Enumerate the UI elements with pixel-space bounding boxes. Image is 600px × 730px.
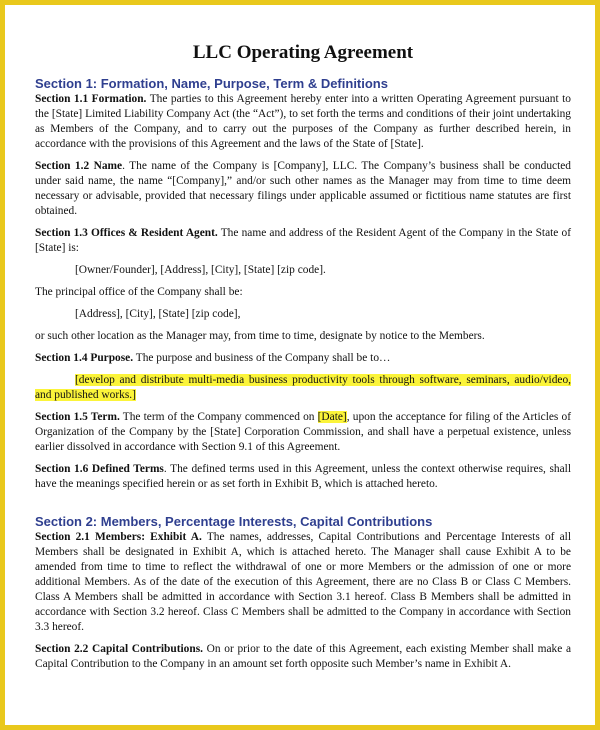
section-1-4-label: Section 1.4 Purpose. bbox=[35, 352, 134, 364]
section-1-3-text: The name and address of the Resident Agent of the Company in the State of [State] is: bbox=[35, 227, 571, 254]
principal-office-address: [Address], [City], [State] [zip code], bbox=[75, 308, 241, 320]
section-1-6-label: Section 1.6 Defined Terms bbox=[35, 463, 164, 475]
section-2-heading: Section 2: Members, Percentage Interests, Capital Contributions bbox=[35, 514, 433, 529]
section-2-1-label: Section 2.1 Members: Exhibit A. bbox=[35, 531, 202, 543]
section-1-5-paragraph bbox=[35, 410, 571, 455]
section-1-5-text-before: The term of the Company commenced on bbox=[119, 411, 318, 423]
purpose-highlight: [develop and distribute multi-media business productivity tools through software, seminars, audio/video, and published works.] bbox=[35, 374, 571, 401]
section-1-5-label: Section 1.5 Term. bbox=[35, 411, 120, 423]
section-1-1-text: The parties to this Agreement hereby enter into a written Operating Agreement pursuant to the [State] Limited Liability Company Act (the “Act”), to set forth the terms and conditions of their joint undertaking as Members of the Company, and to carry out the purposes of the Company as further described herein, in accordance with the provisions of this Agreement and the laws of the State of [State]. bbox=[35, 93, 571, 150]
document-page bbox=[5, 5, 595, 725]
section-1-1-paragraph bbox=[35, 92, 571, 152]
document-title: LLC Operating Agreement bbox=[192, 42, 414, 63]
purpose-highlight-paragraph bbox=[35, 373, 571, 403]
section-1-4-paragraph bbox=[35, 351, 571, 366]
other-location-text: or such other location as the Manager may, from time to time, designate by notice to the Members. bbox=[35, 330, 485, 342]
section-1-heading: Section 1: Formation, Name, Purpose, Term & Definitions bbox=[35, 76, 388, 91]
section-1-5-text-after: , upon the acceptance for filing of the Articles of Organization of the Company by the [State] Corporation Commission, and shall have a perpetual existence, unless earlier dissolved in accordance with Section 9.1 of this Agreement. bbox=[35, 411, 571, 453]
section-1-2-text: . The name of the Company is [Company], LLC. The Company’s business shall be conducted under said name, the name “[Company],” and/or such other names as the Manager may from time to time deem necessary or advisable, provided that necessary filings under applicable assumed or fictitious name statutes are first obtained. bbox=[35, 160, 571, 217]
section-2-1-paragraph bbox=[35, 530, 571, 635]
resident-agent-address: [Owner/Founder], [Address], [City], [State] [zip code]. bbox=[75, 264, 326, 276]
section-1-2-paragraph bbox=[35, 159, 571, 219]
section-2-2-text: On or prior to the date of this Agreement, each existing Member shall make a Capital Contribution to the Company in an amount set forth opposite such Member’s name in Exhibit A. bbox=[35, 643, 571, 670]
section-1-2-label: Section 1.2 Name bbox=[35, 160, 123, 172]
section-2-1-text: The names, addresses, Capital Contributions and Percentage Interests of all Members shall be designated in Exhibit A, which is attached hereto. The Manager shall cause Exhibit A to be amended from time to time to reflect the withdrawal of one or more Members or the admission of one or more additional Members. As of the date of the execution of this Agreement, there are no Class B or Class C Members. Class A Members shall be admitted in accordance with Section 3.1 hereof. Class B Members shall be admitted in accordance with Section 3.2 hereof. Class C Members shall be admitted to the Company in accordance with Section 3.3 hereof. bbox=[35, 531, 571, 633]
section-1-4-text: The purpose and business of the Company shall be to… bbox=[133, 352, 391, 364]
principal-office-intro: The principal office of the Company shall be: bbox=[35, 286, 243, 298]
section-2-2-paragraph bbox=[35, 642, 571, 672]
section-1-3-paragraph bbox=[35, 226, 571, 256]
section-1-6-text: . The defined terms used in this Agreement, unless the context otherwise requires, shall have the meanings specified herein or as set forth in Exhibit B, which is attached hereto. bbox=[35, 463, 571, 490]
section-2-2-label: Section 2.2 Capital Contributions. bbox=[35, 643, 203, 655]
date-highlight: [Date] bbox=[317, 411, 347, 423]
document-body bbox=[35, 5, 571, 672]
section-1-3-label: Section 1.3 Offices & Resident Agent. bbox=[35, 227, 218, 239]
section-1-1-label: Section 1.1 Formation. bbox=[35, 93, 147, 105]
section-1-6-paragraph bbox=[35, 462, 571, 492]
